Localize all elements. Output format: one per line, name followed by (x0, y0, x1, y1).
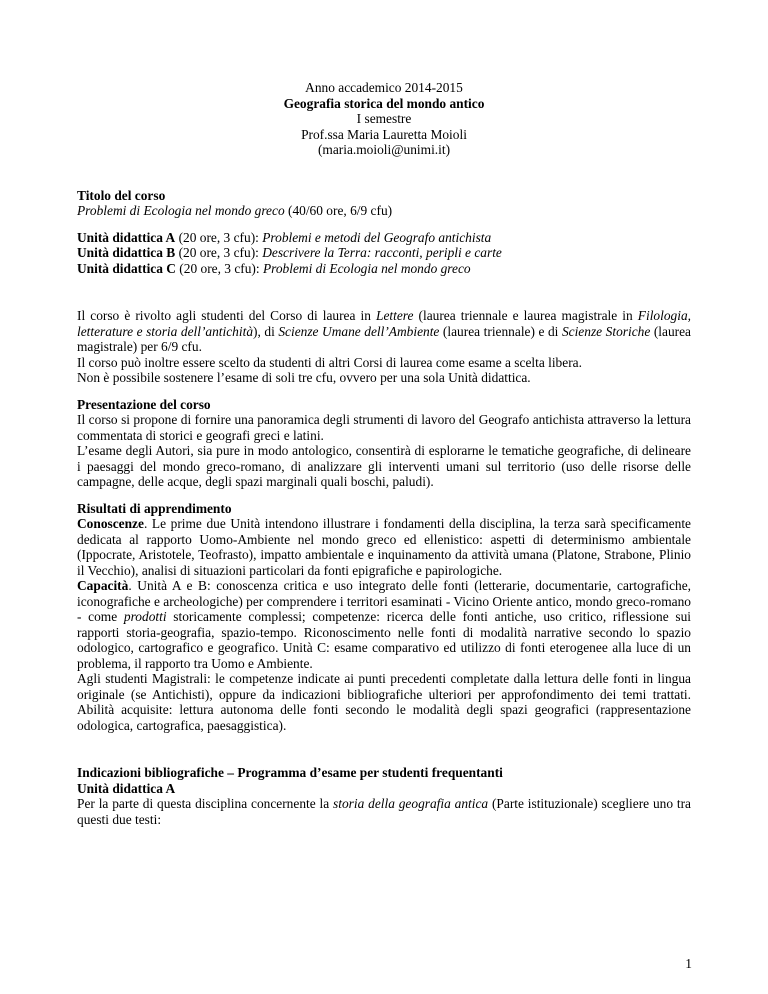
unit-label: Unità didattica A (77, 229, 176, 245)
course-title-details: (40/60 ore, 6/9 cfu) (284, 203, 393, 219)
intro-paragraph (77, 308, 691, 355)
biblio-unit-heading: Unità didattica A (77, 780, 176, 796)
semester: I semestre (356, 111, 412, 127)
presentazione-paragraph-1: Il corso si propone di fornire una panoramica degli strumenti di lavoro del Geografo antichista attraverso la lettura commentata di storici e geografi greci e latini. (77, 412, 691, 443)
intro-text: (laurea triennale) e di (439, 323, 562, 339)
magistrali-paragraph: Agli studenti Magistrali: le competenze indicate ai punti precedenti completate dalla lettura delle fonti in lingua originale (se Antichisti), oppure da indicazioni bibliografiche ulteriori per approfondimento dei temi trattati. Abilità acquisite: lettura autonoma delle fonti secondo le modalità degli spazi geografici (rappresentazione odologica, cartografica, paesaggistica). (77, 671, 691, 733)
course-title-line (77, 203, 691, 219)
intro-degree-scienze-storiche: Scienze Storiche (561, 323, 651, 339)
unit-line-c (77, 261, 691, 277)
unit-title: Problemi e metodi del Geografo antichista (262, 229, 492, 245)
page-number: 1 (685, 956, 692, 971)
titolo-heading: Titolo del corso (77, 187, 166, 203)
unit-hours: (20 ore, 3 cfu): (175, 245, 263, 261)
biblio-text: Per la parte di questa disciplina concernente la (77, 796, 334, 812)
biblio-paragraph (77, 796, 691, 827)
biblio-text: (Parte istituzionale) scegliere uno tra questi due testi: (77, 796, 691, 827)
course-title: Problemi di Ecologia nel mondo greco (77, 203, 285, 219)
capacita-text: storicamente complessi; competenze: ricerca delle fonti antiche, uso critico, riflessione sui rapporti storia-geografia, spazio-tempo. Riconoscimento nelle fonti di modalità narrative secondo lo spazio odologico, cartografico e geografico. Unità C: esame comparativo ed utilizzo di fonti eterogenee alla luce di un problema, il rapporto tra Uomo e Ambiente. (77, 609, 692, 671)
intro-text: Il corso è rivolto agli studenti del Corso di laurea in (77, 308, 376, 324)
unit-label: Unità didattica B (77, 245, 176, 261)
unit-label: Unità didattica C (77, 260, 176, 276)
professor-email: (maria.moioli@unimi.it) (317, 142, 451, 158)
intro-degree-lettere: Lettere (376, 308, 414, 324)
intro-free-choice: Il corso può inoltre essere scelto da studenti di altri Corsi di laurea come esame a scelta libera. (77, 354, 582, 370)
risultati-heading: Risultati di apprendimento (77, 500, 232, 516)
professor-name: Prof.ssa Maria Lauretta Moioli (301, 126, 467, 142)
intro-degree-filologia: Filologia, letterature e storia dell’antichità (77, 308, 691, 339)
unit-line-b (77, 245, 691, 261)
presentazione-paragraph-2: L’esame degli Autori, sia pure in modo antologico, consentirà di esplorarne le tematiche geografiche, di delineare i paesaggi del mondo greco-romano, di analizzare gli interventi umani sul territorio (uso delle risorse delle campagne, delle acque, degli spazi marginali quali boschi, paludi). (77, 443, 691, 490)
presentazione-heading: Presentazione del corso (77, 396, 211, 412)
conoscenze-paragraph (77, 516, 691, 578)
conoscenze-label: Conoscenze (77, 516, 144, 532)
conoscenze-text: . Le prime due Unità intendono illustrare i fondamenti della disciplina, la terza sarà specificamente dedicata al rapporto Uomo-Ambiente nel mondo greco ed ellenistico: aspetti di determinismo ambientale (Ippocrate, Aristotele, Teofrasto), impatto ambientale e inquinamento da attività umana (Platone, Strabone, Plinio il Vecchio), analisi di situazioni particolari da fonti epigrafiche e papirologiche. (77, 516, 691, 578)
unit-hours: (20 ore, 3 cfu): (175, 260, 263, 276)
intro-text: ), di (253, 323, 279, 339)
capacita-text: . Unità A e B: conoscenza critica e uso integrato delle fonti (letterarie, documentarie, cartografiche, iconografiche e archeologiche) per comprendere i territori esaminati - Vicino Oriente antico, mondo greco-romano - come (77, 578, 691, 625)
intro-restriction: Non è possibile sostenere l’esame di soli tre cfu, ovvero per una sola Unità didattica. (77, 370, 531, 386)
intro-text: (laurea triennale e laurea magistrale in (413, 308, 638, 324)
intro-text: (laurea magistrale) per 6/9 cfu. (77, 323, 691, 355)
academic-year: Anno accademico 2014-2015 (305, 80, 463, 95)
biblio-emphasis: storia della geografia antica (333, 796, 489, 812)
unit-hours: (20 ore, 3 cfu): (175, 229, 263, 245)
capacita-emphasis: prodotti (123, 609, 167, 625)
unit-title: Problemi di Ecologia nel mondo greco (262, 260, 471, 276)
capacita-paragraph (77, 578, 691, 671)
capacita-label: Capacità (77, 578, 129, 594)
document-header (77, 80, 691, 158)
biblio-heading: Indicazioni bibliografiche – Programma d’esame per studenti frequentanti (77, 765, 503, 781)
unit-line-a (77, 230, 691, 246)
unit-title: Descrivere la Terra: racconti, peripli e carte (262, 245, 502, 261)
intro-degree-scienze-umane: Scienze Umane dell’Ambiente (278, 323, 440, 339)
course-name: Geografia storica del mondo antico (283, 95, 485, 111)
